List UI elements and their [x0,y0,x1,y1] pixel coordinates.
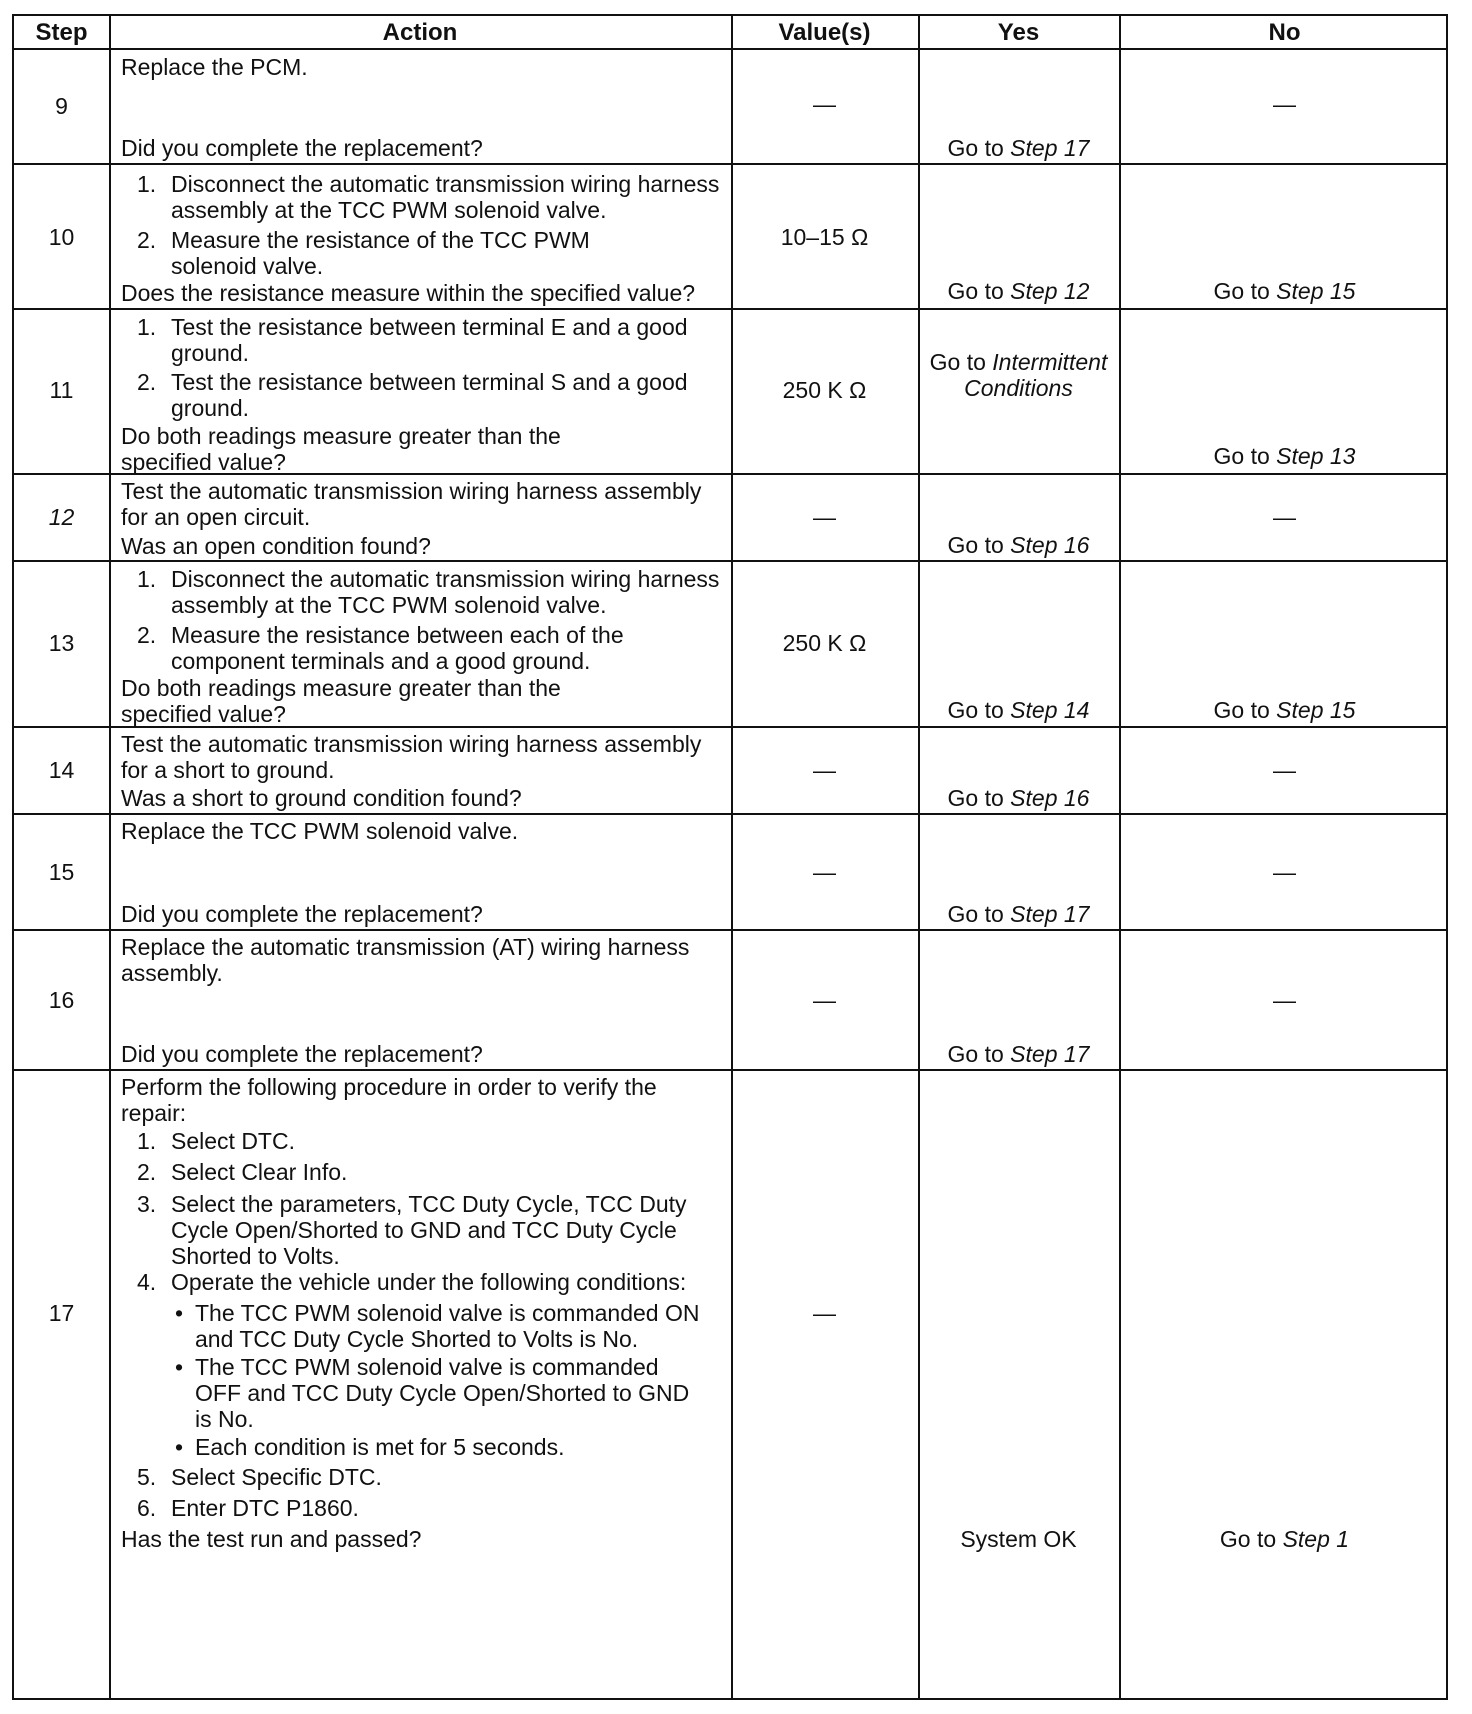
row-divider [14,813,1446,815]
no-text: — [1273,859,1296,885]
goto-reference[interactable]: Step 13 [1276,443,1356,469]
no-text: — [1273,504,1296,530]
value-text: 250 K Ω [782,377,867,403]
goto-reference[interactable]: Step 1 [1282,1526,1350,1552]
list-number: 2. [137,622,157,648]
goto-prefix: Go to [947,901,1011,927]
yes-text: System OK [960,1526,1077,1552]
step-number: 15 [48,859,75,885]
no-goto[interactable] [1119,278,1450,304]
goto-prefix: Go to [1213,278,1277,304]
goto-reference[interactable]: Step 16 [1010,532,1090,558]
list-number: 1. [137,171,157,197]
value-text: — [813,859,836,885]
list-number: 2. [137,1159,157,1185]
yes-goto[interactable] [918,135,1119,161]
list-text: Enter DTC P1860. [171,1495,359,1521]
yes-goto[interactable] [918,532,1119,558]
yes-goto[interactable] [918,785,1119,811]
value-text: 10–15 Ω [780,224,869,250]
bullet-dot: • [175,1354,184,1380]
goto-reference[interactable]: Step 16 [1010,785,1090,811]
action-text: Perform the following procedure in order to verify the repair: [121,1074,657,1126]
value-text: — [813,987,836,1013]
goto-prefix: Go to [947,532,1011,558]
action-question: Did you complete the replacement? [121,901,483,927]
list-number: 6. [137,1495,157,1521]
goto-prefix: Go to [1219,1526,1283,1552]
diagnostic-table [12,14,1448,1700]
list-number: 3. [137,1191,157,1217]
action-question: Do both readings measure greater than the specified value? [121,675,561,727]
list-number: 2. [137,369,157,395]
header-yes: Yes [997,19,1040,46]
header-divider [14,48,1446,50]
yes-goto[interactable] [918,697,1119,723]
list-text: Operate the vehicle under the following conditions: [171,1269,687,1295]
goto-reference[interactable]: Step 15 [1276,697,1356,723]
no-text: — [1273,91,1296,117]
action-text: Test the automatic transmission wiring harness assembly for an open circuit. [121,478,702,530]
yes-goto[interactable] [918,1041,1119,1067]
column-divider [109,16,111,1698]
action-text: Replace the TCC PWM solenoid valve. [121,818,519,844]
goto-reference[interactable]: Step 17 [1010,135,1090,161]
header-values: Value(s) [778,19,871,46]
step-number: 16 [48,987,75,1013]
bullet-text: Each condition is met for 5 seconds. [195,1434,565,1460]
yes-goto[interactable] [918,278,1119,304]
step-number: 12 [48,504,75,530]
step-number: 17 [48,1300,75,1326]
row-divider [14,308,1446,310]
value-text: — [813,504,836,530]
no-goto[interactable] [1119,697,1450,723]
value-text: — [813,757,836,783]
yes-goto[interactable] [918,349,1119,401]
list-text: Measure the resistance between each of the component terminals and a good ground. [171,622,624,674]
list-number: 5. [137,1464,157,1490]
header-step: Step [35,19,88,46]
column-divider [918,16,920,1698]
list-text: Test the resistance between terminal E and a good ground. [171,314,688,366]
yes-goto[interactable] [918,901,1119,927]
goto-prefix: Go to [1213,697,1277,723]
row-divider [14,560,1446,562]
goto-prefix: Go to [1213,443,1277,469]
row-divider [14,929,1446,931]
goto-reference[interactable]: Step 17 [1010,901,1090,927]
list-number: 1. [137,1128,157,1154]
goto-prefix: Go to [947,278,1011,304]
value-text: — [813,91,836,117]
bullet-text: The TCC PWM solenoid valve is commanded ON and TCC Duty Cycle Shorted to Volts is No. [195,1300,700,1352]
goto-reference[interactable]: Step 15 [1276,278,1356,304]
list-number: 4. [137,1269,157,1295]
goto-prefix: Go to [947,1041,1011,1067]
no-text: — [1273,757,1296,783]
step-number: 9 [55,93,68,119]
bullet-dot: • [175,1434,184,1460]
goto-reference[interactable]: Step 14 [1010,697,1090,723]
goto-prefix: Go to [947,785,1011,811]
list-number: 1. [137,566,157,592]
action-question: Did you complete the replacement? [121,1041,483,1067]
goto-reference[interactable]: Step 12 [1010,278,1090,304]
no-text: — [1273,987,1296,1013]
goto-reference[interactable]: Step 17 [1010,1041,1090,1067]
list-text: Measure the resistance of the TCC PWM solenoid valve. [171,227,590,279]
action-text: Replace the automatic transmission (AT) wiring harness assembly. [121,934,690,986]
list-number: 2. [137,227,157,253]
list-text: Select Specific DTC. [171,1464,382,1490]
goto-prefix: Go to [947,697,1011,723]
list-text: Select the parameters, TCC Duty Cycle, TCC Duty Cycle Open/Shorted to GND and TCC Duty Cycle Shorted to Volts. [171,1191,687,1269]
goto-reference[interactable]: Intermittent Conditions [964,349,1108,401]
list-text: Disconnect the automatic transmission wiring harness assembly at the TCC PWM solenoid valve. [171,566,720,618]
row-divider [14,163,1446,165]
header-no: No [1268,19,1301,46]
goto-prefix: Go to [947,135,1011,161]
action-question: Has the test run and passed? [121,1526,422,1552]
action-question: Do both readings measure greater than the specified value? [121,423,561,475]
header-action: Action [382,19,458,46]
column-divider [731,16,733,1698]
no-goto[interactable] [1119,443,1450,469]
no-goto[interactable] [1119,1526,1450,1552]
list-text: Disconnect the automatic transmission wiring harness assembly at the TCC PWM solenoid valve. [171,171,720,223]
list-text: Select Clear Info. [171,1159,348,1185]
step-number: 10 [48,224,75,250]
goto-prefix: Go to [929,349,993,375]
action-question: Was an open condition found? [121,533,431,559]
action-text: Replace the PCM. [121,54,308,80]
list-text: Test the resistance between terminal S and a good ground. [171,369,688,421]
action-question: Does the resistance measure within the specified value? [121,280,696,306]
step-number: 14 [48,757,75,783]
step-number: 13 [48,630,75,656]
list-text: Select DTC. [171,1128,295,1154]
value-text: 250 K Ω [782,630,867,656]
bullet-text: The TCC PWM solenoid valve is commanded OFF and TCC Duty Cycle Open/Shorted to GND is No. [195,1354,690,1432]
action-question: Was a short to ground condition found? [121,785,522,811]
row-divider [14,1069,1446,1071]
bullet-dot: • [175,1300,184,1326]
list-number: 1. [137,314,157,340]
step-number: 11 [49,377,74,403]
action-question: Did you complete the replacement? [121,135,483,161]
value-text: — [813,1300,836,1326]
column-divider [1119,16,1121,1698]
action-text: Test the automatic transmission wiring harness assembly for a short to ground. [121,731,702,783]
